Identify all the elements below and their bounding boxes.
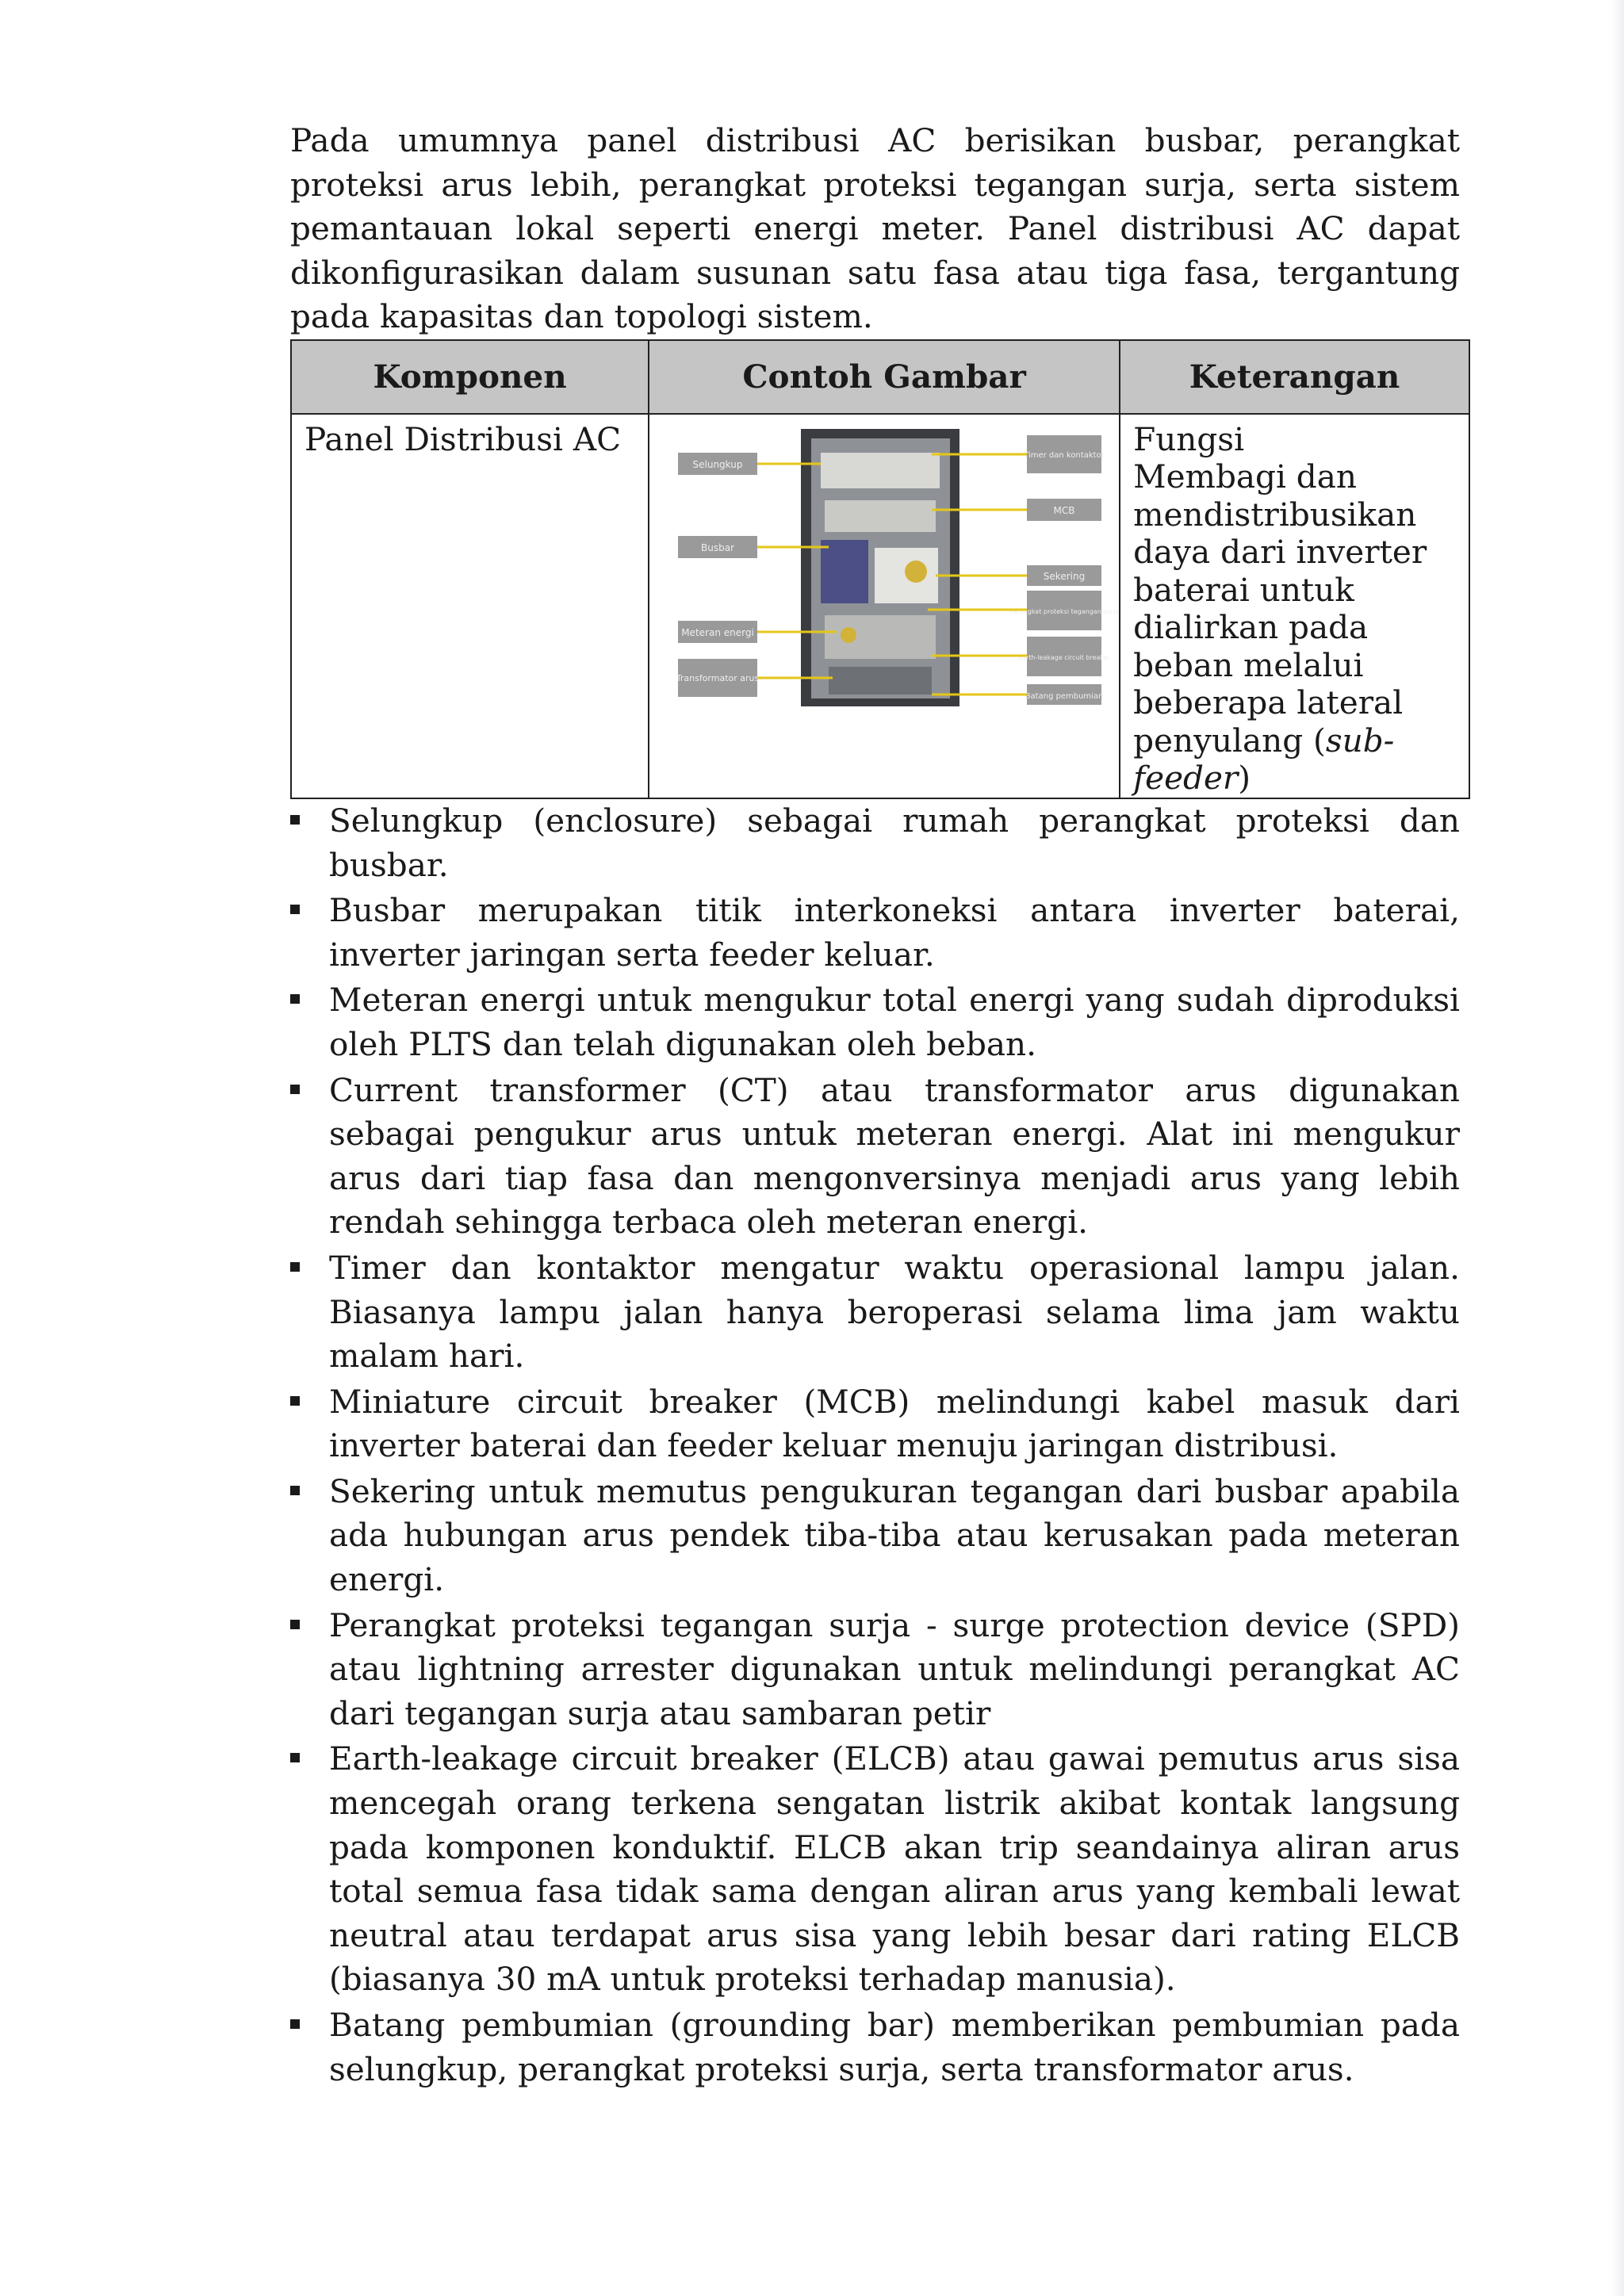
- list-item: [290, 1069, 1460, 1245]
- document-page: [290, 119, 1460, 2093]
- bullet-square-icon: [290, 994, 300, 1004]
- svg-text:Transformator arus: Transformator arus: [676, 672, 760, 683]
- list-item: [290, 1470, 1460, 1602]
- panel-distribution-photo: [662, 421, 1120, 722]
- header-keterangan: Keterangan: [1120, 340, 1469, 414]
- svg-text:Selungkup: Selungkup: [692, 458, 743, 470]
- list-item-text: Sekering untuk memutus pengukuran tegangan dari busbar apabila ada hubungan arus pendek tiba-tiba atau kerusakan pada meteran energi.: [329, 1471, 1460, 1599]
- bullet-square-icon: [290, 905, 300, 914]
- list-item-text: Meteran energi untuk mengukur total energi yang sudah diproduksi oleh PLTS dan telah digunakan oleh beban.: [329, 981, 1460, 1063]
- list-item: [290, 978, 1460, 1066]
- bullet-square-icon: [290, 1486, 300, 1495]
- list-item-text: Earth-leakage circuit breaker (ELCB) atau gawai pemutus arus sisa mencegah orang terkena sengatan listrik akibat kontak langsung pada komponen konduktif. ELCB akan trip seandainya aliran arus total semua fasa tidak sama dengan aliran arus yang kembali lewat neutral atau terdapat arus sisa yang lebih besar dari rating ELCB (biasanya 30 mA untuk proteksi terhadap manusia).: [329, 1739, 1460, 1999]
- description-body: Membagi dan mendistribusikan daya dari inverter baterai untuk dialirkan pada beban melalui beberapa lateral penyulang (: [1133, 457, 1427, 760]
- list-item-text: Busbar merupakan titik interkoneksi antara inverter baterai, inverter jaringan serta feeder keluar.: [329, 891, 1460, 974]
- example-image-cell: [649, 414, 1120, 798]
- list-item-text: Current transformer (CT) atau transformator arus digunakan sebagai pengukur arus untuk meteran energi. Alat ini mengukur arus dari tiap fasa dan mengonversinya menjadi arus yang lebih rendah sehingga terbaca oleh meteran energi.: [329, 1070, 1460, 1242]
- svg-text:Batang pembumian: Batang pembumian: [1025, 691, 1104, 701]
- description-text: [1133, 458, 1456, 798]
- bullet-square-icon: [290, 1620, 300, 1629]
- description-title: Fungsi: [1133, 419, 1245, 458]
- table-header-row: [291, 340, 1469, 414]
- svg-text:MCB: MCB: [1053, 504, 1075, 516]
- list-item-text: Selungkup (enclosure) sebagai rumah perangkat proteksi dan busbar.: [329, 801, 1460, 884]
- bullet-square-icon: [290, 1085, 300, 1094]
- list-item: [290, 889, 1460, 977]
- svg-text:Timer dan kontaktor: Timer dan kontaktor: [1024, 450, 1105, 460]
- bullet-square-icon: [290, 1753, 300, 1762]
- list-item: [290, 1737, 1460, 2002]
- description-italic: sub-feeder: [1133, 721, 1395, 798]
- list-item-text: Perangkat proteksi tegangan surja - surge protection device (SPD) atau lightning arrester digunakan untuk melindungi perangkat AC dari tegangan surja atau sambaran petir: [329, 1605, 1460, 1732]
- list-item-text: Timer dan kontaktor mengatur waktu operasional lampu jalan. Biasanya lampu jalan hanya beroperasi selama lima jam waktu malam hari.: [329, 1248, 1460, 1376]
- image-label-left-1: [678, 453, 821, 475]
- list-item: [290, 799, 1460, 887]
- svg-text:Earth-leakage circuit breaker: Earth-leakage circuit breaker: [1018, 653, 1111, 661]
- bullet-square-icon: [290, 815, 300, 825]
- list-item-text: Miniature circuit breaker (MCB) melindungi kabel masuk dari inverter baterai dan feeder keluar menuju jaringan distribusi.: [329, 1382, 1460, 1465]
- intro-paragraph: Pada umumnya panel distribusi AC berisikan busbar, perangkat proteksi arus lebih, perangkat proteksi tegangan surja, serta sistem pemantauan lokal seperti energi meter. Panel distribusi AC dapat dikonfigurasikan dalam susunan satu fasa atau tiga fasa, tergantung pada kapasitas dan topologi sistem.: [290, 121, 1460, 336]
- description-cell: [1120, 414, 1469, 798]
- bullet-square-icon: [290, 2019, 300, 2029]
- header-contoh-gambar: Contoh Gambar: [649, 340, 1120, 414]
- image-label-right-3: [936, 565, 1101, 586]
- list-item: [290, 1246, 1460, 1379]
- svg-text:Sekering: Sekering: [1043, 570, 1086, 582]
- component-table: [290, 339, 1470, 799]
- description-end: ): [1238, 759, 1251, 798]
- page-edge-shadow: [1611, 0, 1624, 2296]
- component-name: Panel Distribusi AC: [304, 419, 622, 458]
- header-komponen: Komponen: [291, 340, 649, 414]
- list-item-text: Batang pembumian (grounding bar) memberikan pembumian pada selungkup, perangkat proteksi surja, serta transformator arus.: [329, 2006, 1460, 2088]
- svg-text:Perangkat proteksi tegangan su: Perangkat proteksi tegangan surja: [1009, 607, 1120, 615]
- list-item: [290, 1380, 1460, 1468]
- svg-text:Meteran energi: Meteran energi: [681, 626, 754, 638]
- list-item: [290, 1604, 1460, 1736]
- component-name-cell: [291, 414, 649, 798]
- bullet-square-icon: [290, 1262, 300, 1272]
- bullet-square-icon: [290, 1396, 300, 1406]
- table-row: [291, 414, 1469, 798]
- list-item: [290, 2003, 1460, 2091]
- svg-text:Busbar: Busbar: [701, 541, 735, 553]
- component-bullet-list: [290, 799, 1460, 2091]
